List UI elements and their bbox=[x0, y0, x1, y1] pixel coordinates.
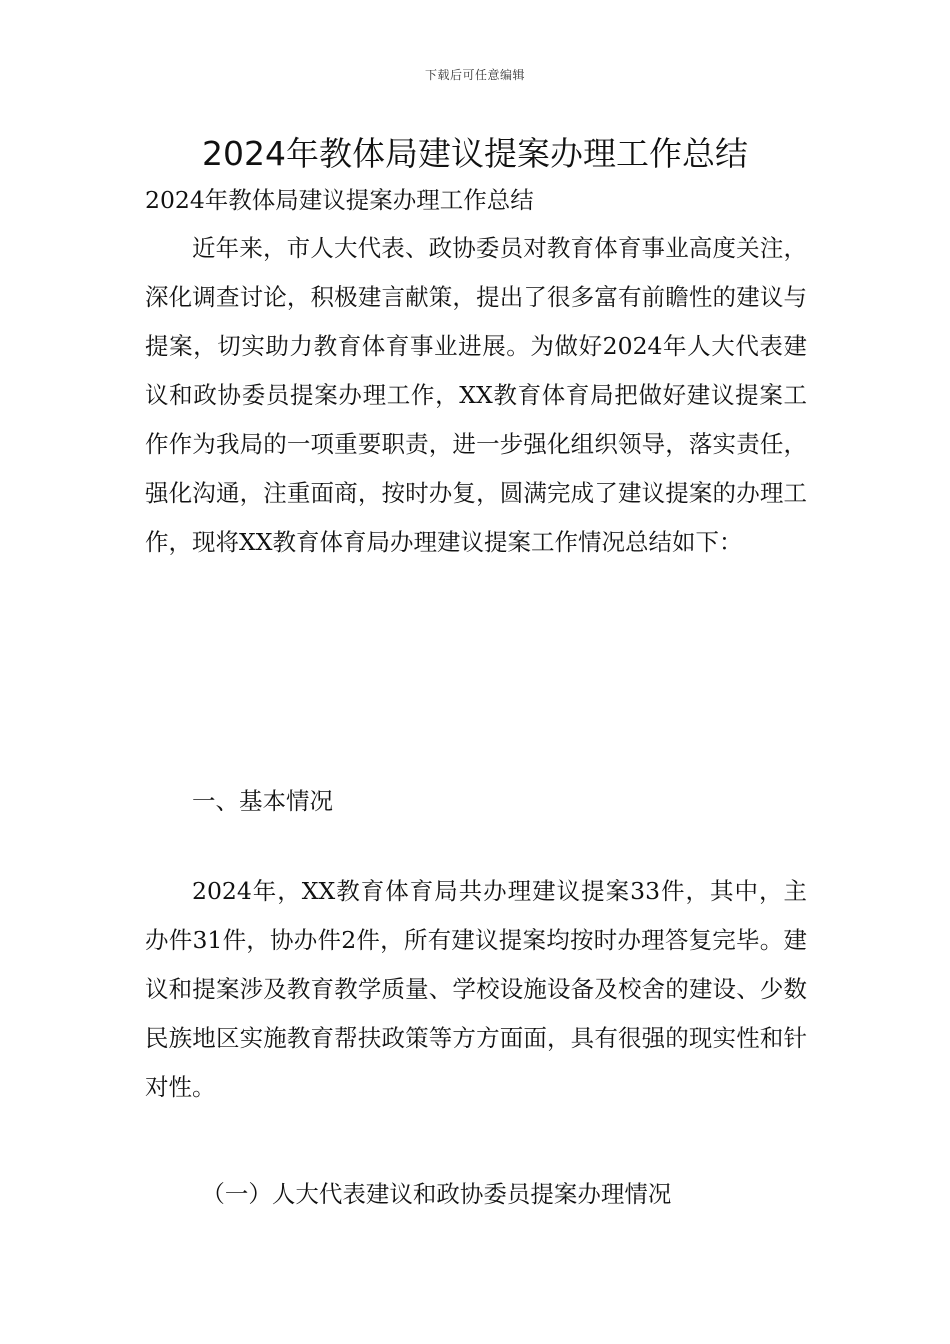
basic-situation-paragraph: 2024年，XX教育体育局共办理建议提案33件，其中，主办件31件，协办件2件，所有建议提案均按时办理答复完毕。建议和提案涉及教育教学质量、学校设施设备及校舍的建设、少数民族地区实施教育帮扶政策等方方面面，具有很强的现实性和针对性。 bbox=[145, 877, 807, 1101]
section-heading-basic: 一、基本情况 bbox=[192, 787, 333, 815]
intro-paragraph: 近年来，市人大代表、政协委员对教育体育事业高度关注，深化调查讨论，积极建言献策，提出了很多富有前瞻性的建议与提案，切实助力教育体育事业进展。为做好2024年人大代表建议和政协委员提案办理工作，XX教育体育局把做好建议提案工作作为我局的一项重要职责，进一步强化组织领导，落实责任，强化沟通，注重面商，按时办复，圆满完成了建议提案的办理工作，现将XX教育体育局办理建议提案工作情况总结如下： bbox=[145, 234, 807, 556]
document-subtitle: 2024年教体局建议提案办理工作总结 bbox=[145, 186, 534, 214]
header-note: 下载后可任意编辑 bbox=[424, 68, 525, 82]
document-title: 2024年教体局建议提案办理工作总结 bbox=[202, 134, 748, 173]
subsection-heading-proposals: （一）人大代表建议和政协委员提案办理情况 bbox=[201, 1180, 672, 1208]
